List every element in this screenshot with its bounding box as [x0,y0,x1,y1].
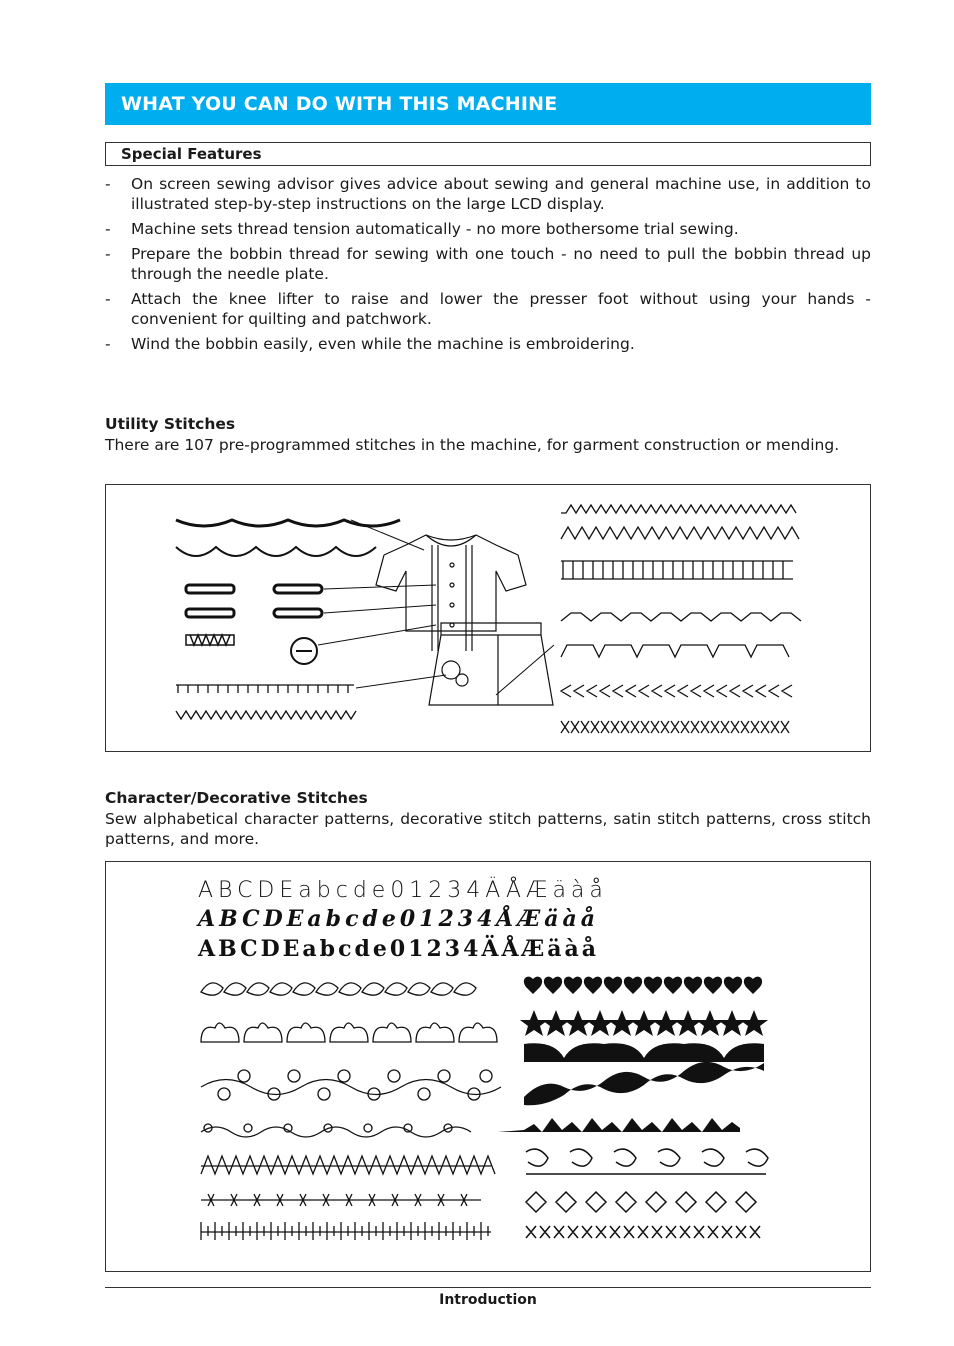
star-row [520,1010,768,1036]
satin-zigzag-row [498,1118,740,1132]
tulip-pattern-row [201,1023,497,1042]
leader-line [318,625,436,645]
cross-stitch-swirl-row [526,1149,768,1174]
stitch-row-r1 [561,505,796,513]
list-item: - Wind the bobbin easily, even while the machine is embroidering. [105,335,635,353]
decorative-stitch-illustration [106,862,872,1273]
blouse-illustration [376,535,526,651]
section-banner [105,83,871,125]
list-item: - Prepare the bobbin thread for sewing with one touch - no need to pull the bobbin thread up through the needle plate. [105,245,871,283]
small-flower-row [201,1124,471,1137]
utility-stitch-illustration [106,485,872,753]
stitch-row-r6 [561,685,792,697]
font-sample-script: ABCDEabcde01234ÅÆäàå [198,906,599,932]
stitch-row-r5 [561,645,789,657]
stitch-row-r4 [561,613,801,621]
cross-stitch-x-row [526,1226,760,1238]
scallop-stitch-2 [176,547,376,556]
footer-divider [105,1287,871,1288]
arrow-stitch-row [201,1156,495,1174]
flower-vine-row [201,1070,501,1100]
leaf-pattern-row [201,983,476,995]
asterisk-stitch-row [201,1194,481,1206]
character-heading: Character/Decorative Stitches [105,789,368,807]
footer-label: Introduction [439,1292,537,1308]
utility-body: There are 107 pre-programmed stitches in the machine, for garment construction or mending. [105,436,840,454]
list-item: - On screen sewing advisor gives advice about sewing and general machine use, in addition to illustrated step-by-step instructions on the large LCD display. [105,175,871,213]
utility-heading: Utility Stitches [105,415,236,433]
zigzag-stitch-row [176,711,356,719]
cross-stitch-diamond-row [526,1192,756,1212]
list-item: - Machine sets thread tension automatically - no more bothersome trial sewing. [105,220,739,238]
comb-stitch-row [201,1222,491,1240]
font-sample-gothic: ABCDEabcde01234ÄÅÆäàå [198,878,608,903]
leader-line [324,605,436,613]
darning-stitch [186,635,234,645]
stitch-row-r3 [561,561,793,579]
satin-scallop-row [524,1043,764,1062]
section-title: WHAT YOU CAN DO WITH THIS MACHINE [121,93,558,115]
utility-stitch-figure [105,484,871,752]
satin-wave-row [524,1062,764,1105]
feature-list [105,174,871,359]
scallop-stitch-1 [176,520,400,526]
heart-row [524,977,762,994]
straight-stitch-row [176,685,354,693]
character-body: Sew alphabetical character patterns, decorative stitch patterns, satin stitch patterns, cross stitch patterns, and more. [105,810,871,848]
character-stitch-figure [105,861,871,1272]
font-sample-outline: ABCDEabcde01234ÄÅÆäàå [198,936,600,962]
special-features-heading: Special Features [105,142,871,166]
buttonhole-icons [186,585,322,617]
leader-line [496,645,554,695]
stitch-row-r7 [561,721,789,733]
list-item: - Attach the knee lifter to raise and lower the presser foot without using your hands - convenient for quilting and patchwork. [105,290,871,328]
skirt-illustration [429,623,553,705]
stitch-row-r2 [561,527,799,539]
